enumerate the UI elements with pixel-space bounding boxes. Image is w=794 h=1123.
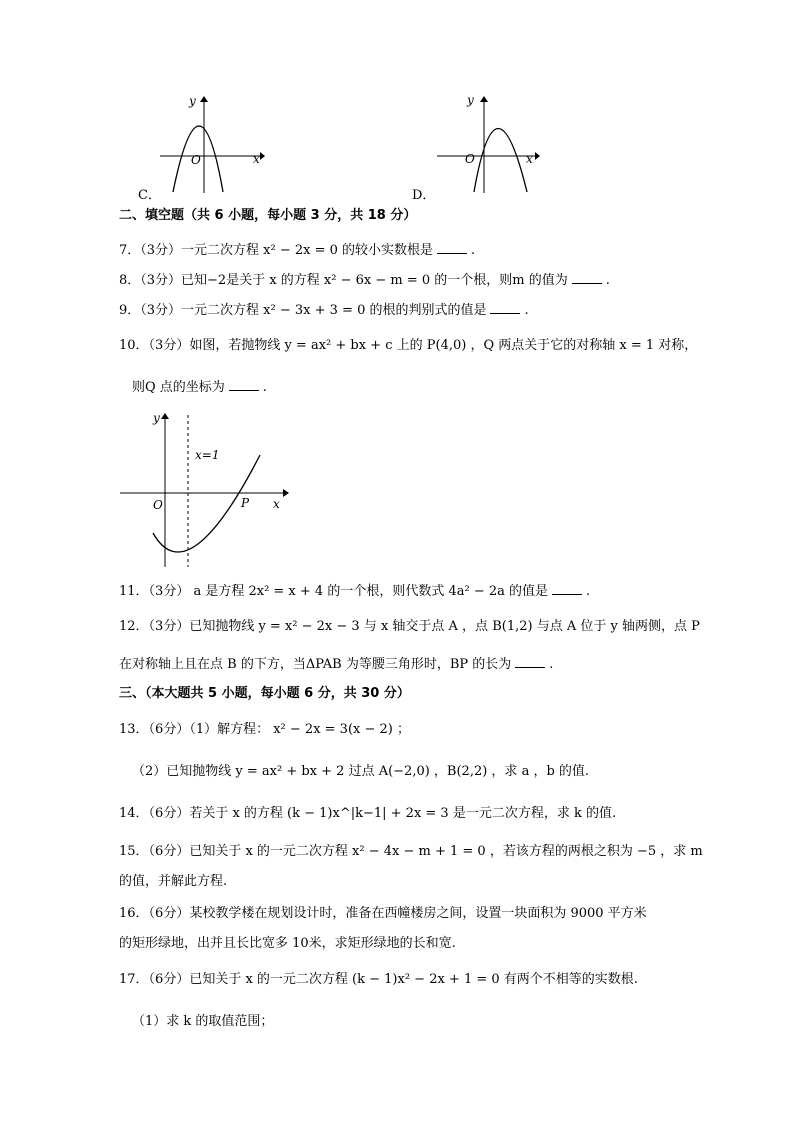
answer-blank bbox=[552, 582, 582, 595]
question-8 bbox=[119, 271, 610, 290]
answer-blank bbox=[490, 301, 520, 314]
question-11-end: . bbox=[586, 584, 591, 599]
question-12-end: . bbox=[549, 657, 554, 672]
question-13-line-2: （2）已知抛物线 y = ax² + bx + 2 过点 A(−2,0) ，B(2,2) ，求 a ，b 的值. bbox=[132, 764, 590, 779]
figure-q10-origin-label: O bbox=[153, 498, 163, 512]
figure-q10-y-label: y bbox=[153, 411, 160, 425]
figure-question-10 bbox=[115, 405, 295, 570]
question-9 bbox=[119, 301, 529, 320]
figure-q10-x-label: x bbox=[273, 497, 280, 511]
figure-d-y-label: y bbox=[467, 93, 474, 107]
question-17-line-2: （1）求 k 的取值范围； bbox=[132, 1014, 274, 1029]
question-14: 14．（6分）若关于 x 的方程 (k − 1)x^|k−1| + 2x = 3 是一元二次方程，求 k 的值. bbox=[119, 806, 617, 821]
figure-option-d bbox=[432, 90, 547, 195]
answer-blank bbox=[437, 241, 467, 254]
question-9-end: . bbox=[524, 303, 529, 318]
question-10-end: . bbox=[262, 380, 267, 395]
question-11-text: 11．（3分） a 是方程 2x² = x + 4 的一个根，则代数式 4a² − 2a 的值是 bbox=[119, 584, 549, 599]
question-8-text: 8．（3分）已知−2是关于 x 的方程 x² − 6x − m = 0 的一个根，则m 的值为 bbox=[119, 273, 568, 288]
section-2-heading: 二、填空题（共 6 小题，每小题 3 分，共 18 分） bbox=[119, 208, 417, 223]
question-12-line-1: 12．（3分）已知抛物线 y = x² − 2x − 3 与 x 轴交于点 A ，点 B(1,2) 与点 A 位于 y 轴两侧，点 P bbox=[119, 619, 700, 634]
option-d-label: D． bbox=[412, 188, 436, 203]
question-16-line-1: 16．（6分）某校教学楼在规划设计时，准备在西幢楼房之间，设置一块面积为 9000 平方米 bbox=[119, 906, 647, 921]
answer-blank bbox=[229, 378, 259, 391]
question-12-text: 在对称轴上且在点 B 的下方，当ΔPAB 为等腰三角形时，BP 的长为 bbox=[119, 657, 512, 672]
question-10-line-1: 10．（3分）如图，若抛物线 y = ax² + bx + c 上的 P(4,0) ，Q 两点关于它的对称轴 x = 1 对称， bbox=[119, 338, 698, 353]
answer-blank bbox=[572, 271, 602, 284]
option-c-label: C． bbox=[138, 188, 161, 203]
question-17-line-1: 17．（6分）已知关于 x 的一元二次方程 (k − 1)x² − 2x + 1 = 0 有两个不相等的实数根. bbox=[119, 972, 638, 987]
question-12-line-2 bbox=[119, 655, 553, 674]
question-11 bbox=[119, 582, 590, 601]
question-7-text: 7．（3分）一元二次方程 x² − 2x = 0 的较小实数根是 bbox=[119, 243, 434, 258]
question-15-line-2: 的值，并解此方程. bbox=[119, 874, 228, 889]
question-13-line-1: 13．（6分）（1）解方程： x² − 2x = 3(x − 2) ； bbox=[119, 722, 410, 737]
figure-q10-p-label: P bbox=[241, 496, 250, 510]
question-15-line-1: 15．（6分）已知关于 x 的一元二次方程 x² − 4x − m + 1 = 0 ，若该方程的两根之积为 −5 ，求 m bbox=[119, 844, 703, 859]
question-7 bbox=[119, 241, 475, 260]
section-3-heading: 三、（本大题共 5 小题，每小题 6 分，共 30 分） bbox=[119, 686, 410, 701]
figure-q10-axis-label: x=1 bbox=[195, 448, 220, 462]
figure-c-y-label: y bbox=[189, 94, 196, 108]
figure-d-origin-label: O bbox=[465, 152, 475, 166]
question-9-text: 9．（3分）一元二次方程 x² − 3x + 3 = 0 的根的判别式的值是 bbox=[119, 303, 487, 318]
question-7-end: . bbox=[471, 243, 476, 258]
figure-c-origin-label: O bbox=[191, 153, 201, 167]
figure-option-c bbox=[155, 90, 270, 195]
figure-d-x-label: x bbox=[526, 152, 533, 166]
question-16-line-2: 的矩形绿地，出并且长比宽多 10米，求矩形绿地的长和宽. bbox=[119, 936, 456, 951]
figure-c-x-label: x bbox=[253, 152, 260, 166]
question-10-line-2 bbox=[132, 378, 267, 397]
answer-blank bbox=[515, 655, 545, 668]
question-10-text: 则Q 点的坐标为 bbox=[132, 380, 225, 395]
question-8-end: . bbox=[605, 273, 610, 288]
